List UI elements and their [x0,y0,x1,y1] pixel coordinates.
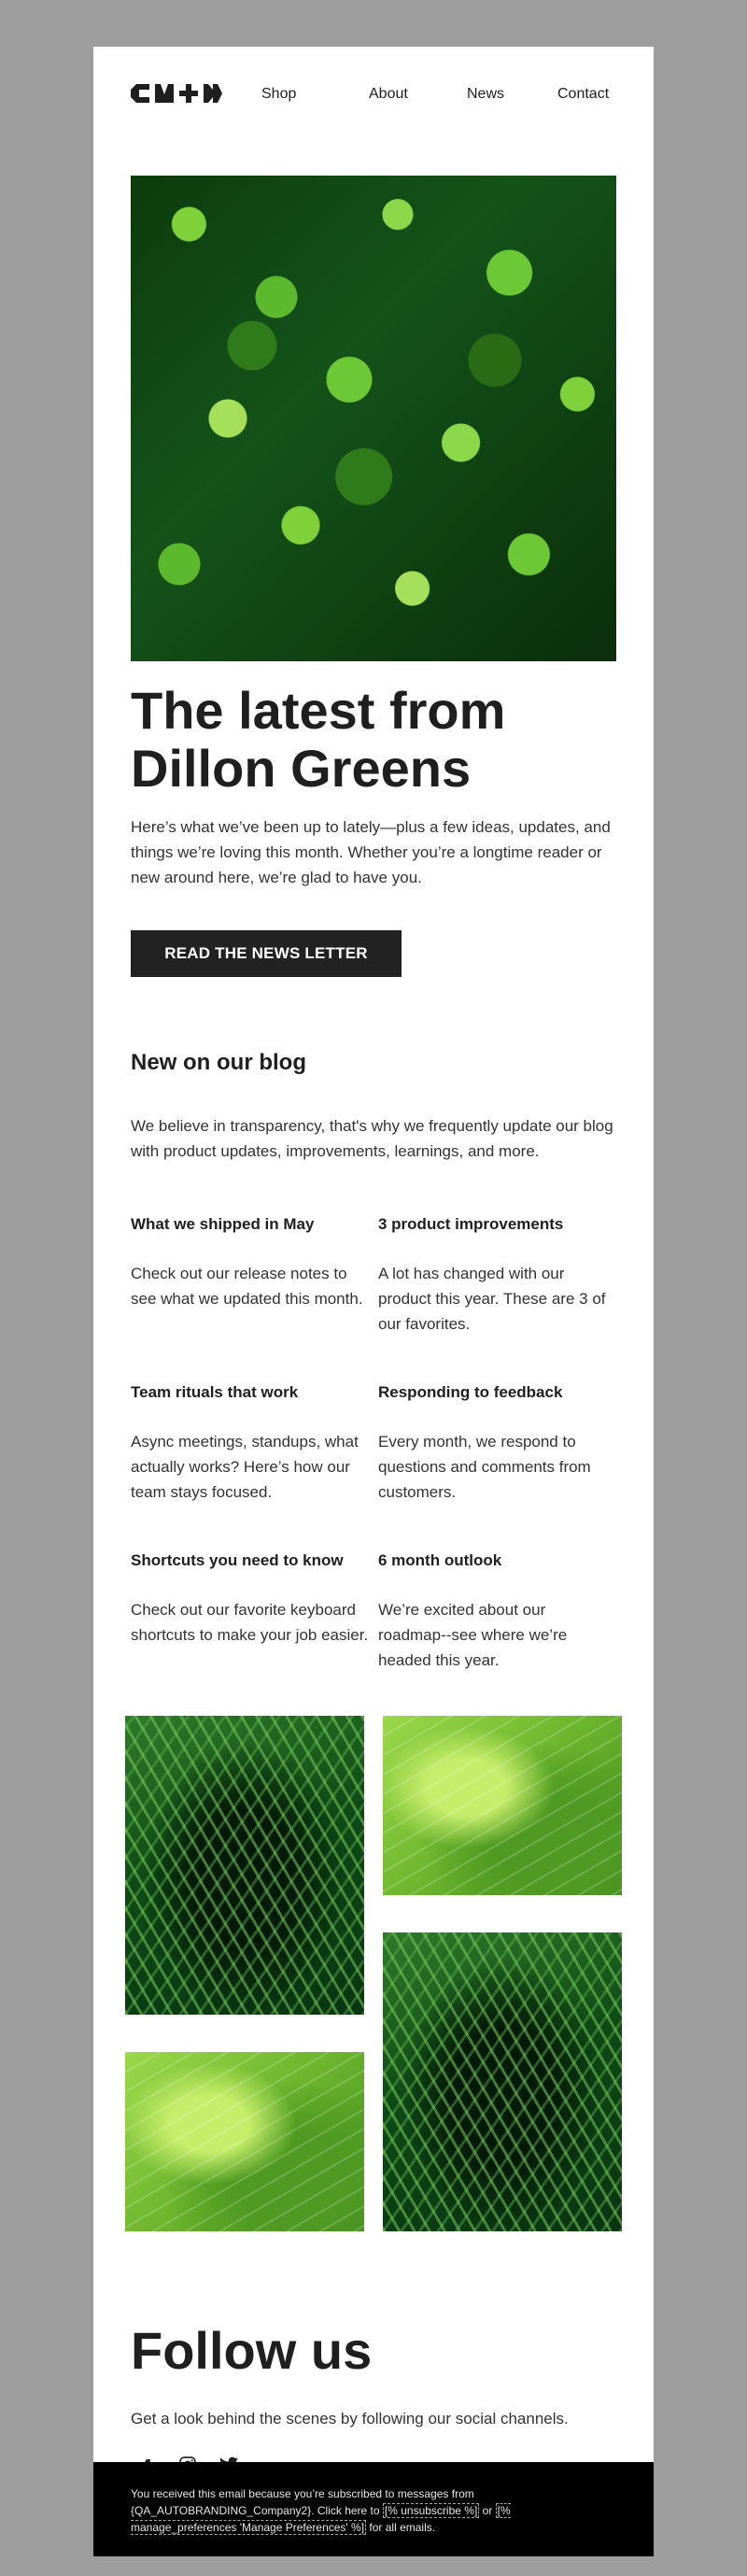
leaf-photo [383,1716,622,1895]
intro-text: Here’s what we’ve been up to lately—plus a few ideas, updates, and things we’re loving this month. Whether you’re a longtime reader or new around here, we’re glad to have you. [131,818,611,886]
blog-post-title: What we shipped in May [131,1215,315,1233]
footer-or: or [479,2504,496,2517]
blog-post-text: Check out our favorite keyboard shortcuts to make your job easier. [131,1601,369,1644]
blog-post[interactable] [131,1550,369,1648]
nav-link-about[interactable]: About [369,86,408,102]
logo-glyph [131,84,149,103]
blog-post[interactable] [378,1382,616,1505]
blog-post-text: A lot has changed with our product this year. These are 3 of our favorites. [378,1265,606,1333]
blog-post[interactable] [131,1382,369,1505]
blog-post-text: Check out our release notes to see what we updated this month. [131,1265,363,1308]
blog-post-title: Shortcuts you need to know [131,1551,344,1569]
manage-preferences-link[interactable]: [% manage_preferences 'Manage Preferences' %] [131,2504,511,2534]
follow-heading: Follow us [131,2321,373,2380]
fern-photo [125,1716,364,2015]
follow-text: Get a look behind the scenes by following our social channels. [131,2410,569,2427]
read-newsletter-button[interactable]: READ THE NEWS LETTER [131,930,402,977]
nav-link-shop[interactable]: Shop [261,86,297,102]
blog-post-text: We’re excited about our roadmap--see where we’re headed this year. [378,1601,568,1669]
footer-line-end: for all emails. [366,2521,436,2534]
leaf-photo [125,2052,364,2231]
email-card [93,47,654,2556]
blog-post-text: Every month, we respond to questions and comments from customers. [378,1433,591,1501]
brand-logo[interactable] [131,84,228,103]
page-title: The latest from Dillon Greens [131,681,506,798]
footer-line: You received this email because you’re subscribed to messages from {QA_AUTOBRANDING_Company2}. Click here to [131,2487,474,2517]
blog-post-title: Responding to feedback [378,1383,563,1401]
footer-disclaimer [131,2485,616,2536]
blog-post-text: Async meetings, standups, what actually works? Here’s how our team stays focused. [131,1433,359,1501]
blog-heading: New on our blog [131,1050,306,1075]
fern-photo [383,1932,622,2231]
top-nav [131,82,616,105]
blog-post-title: 3 product improvements [378,1215,564,1233]
logo-glyph [155,84,174,103]
logo-glyph [179,84,198,103]
blog-post[interactable] [378,1214,616,1337]
logo-glyph [204,84,222,103]
blog-post[interactable] [131,1214,369,1311]
hero-image [131,176,616,661]
blog-intro-text: We believe in transparency, that's why we frequently update our blog with product updates, improvements, learnings, and more. [131,1117,613,1160]
blog-post[interactable] [378,1550,616,1673]
nav-link-contact[interactable]: Contact [557,86,610,102]
blog-post-title: 6 month outlook [378,1551,502,1569]
unsubscribe-link[interactable]: [% unsubscribe %] [384,2504,478,2517]
nav-link-news[interactable]: News [467,86,505,102]
blog-post-title: Team rituals that work [131,1383,299,1401]
